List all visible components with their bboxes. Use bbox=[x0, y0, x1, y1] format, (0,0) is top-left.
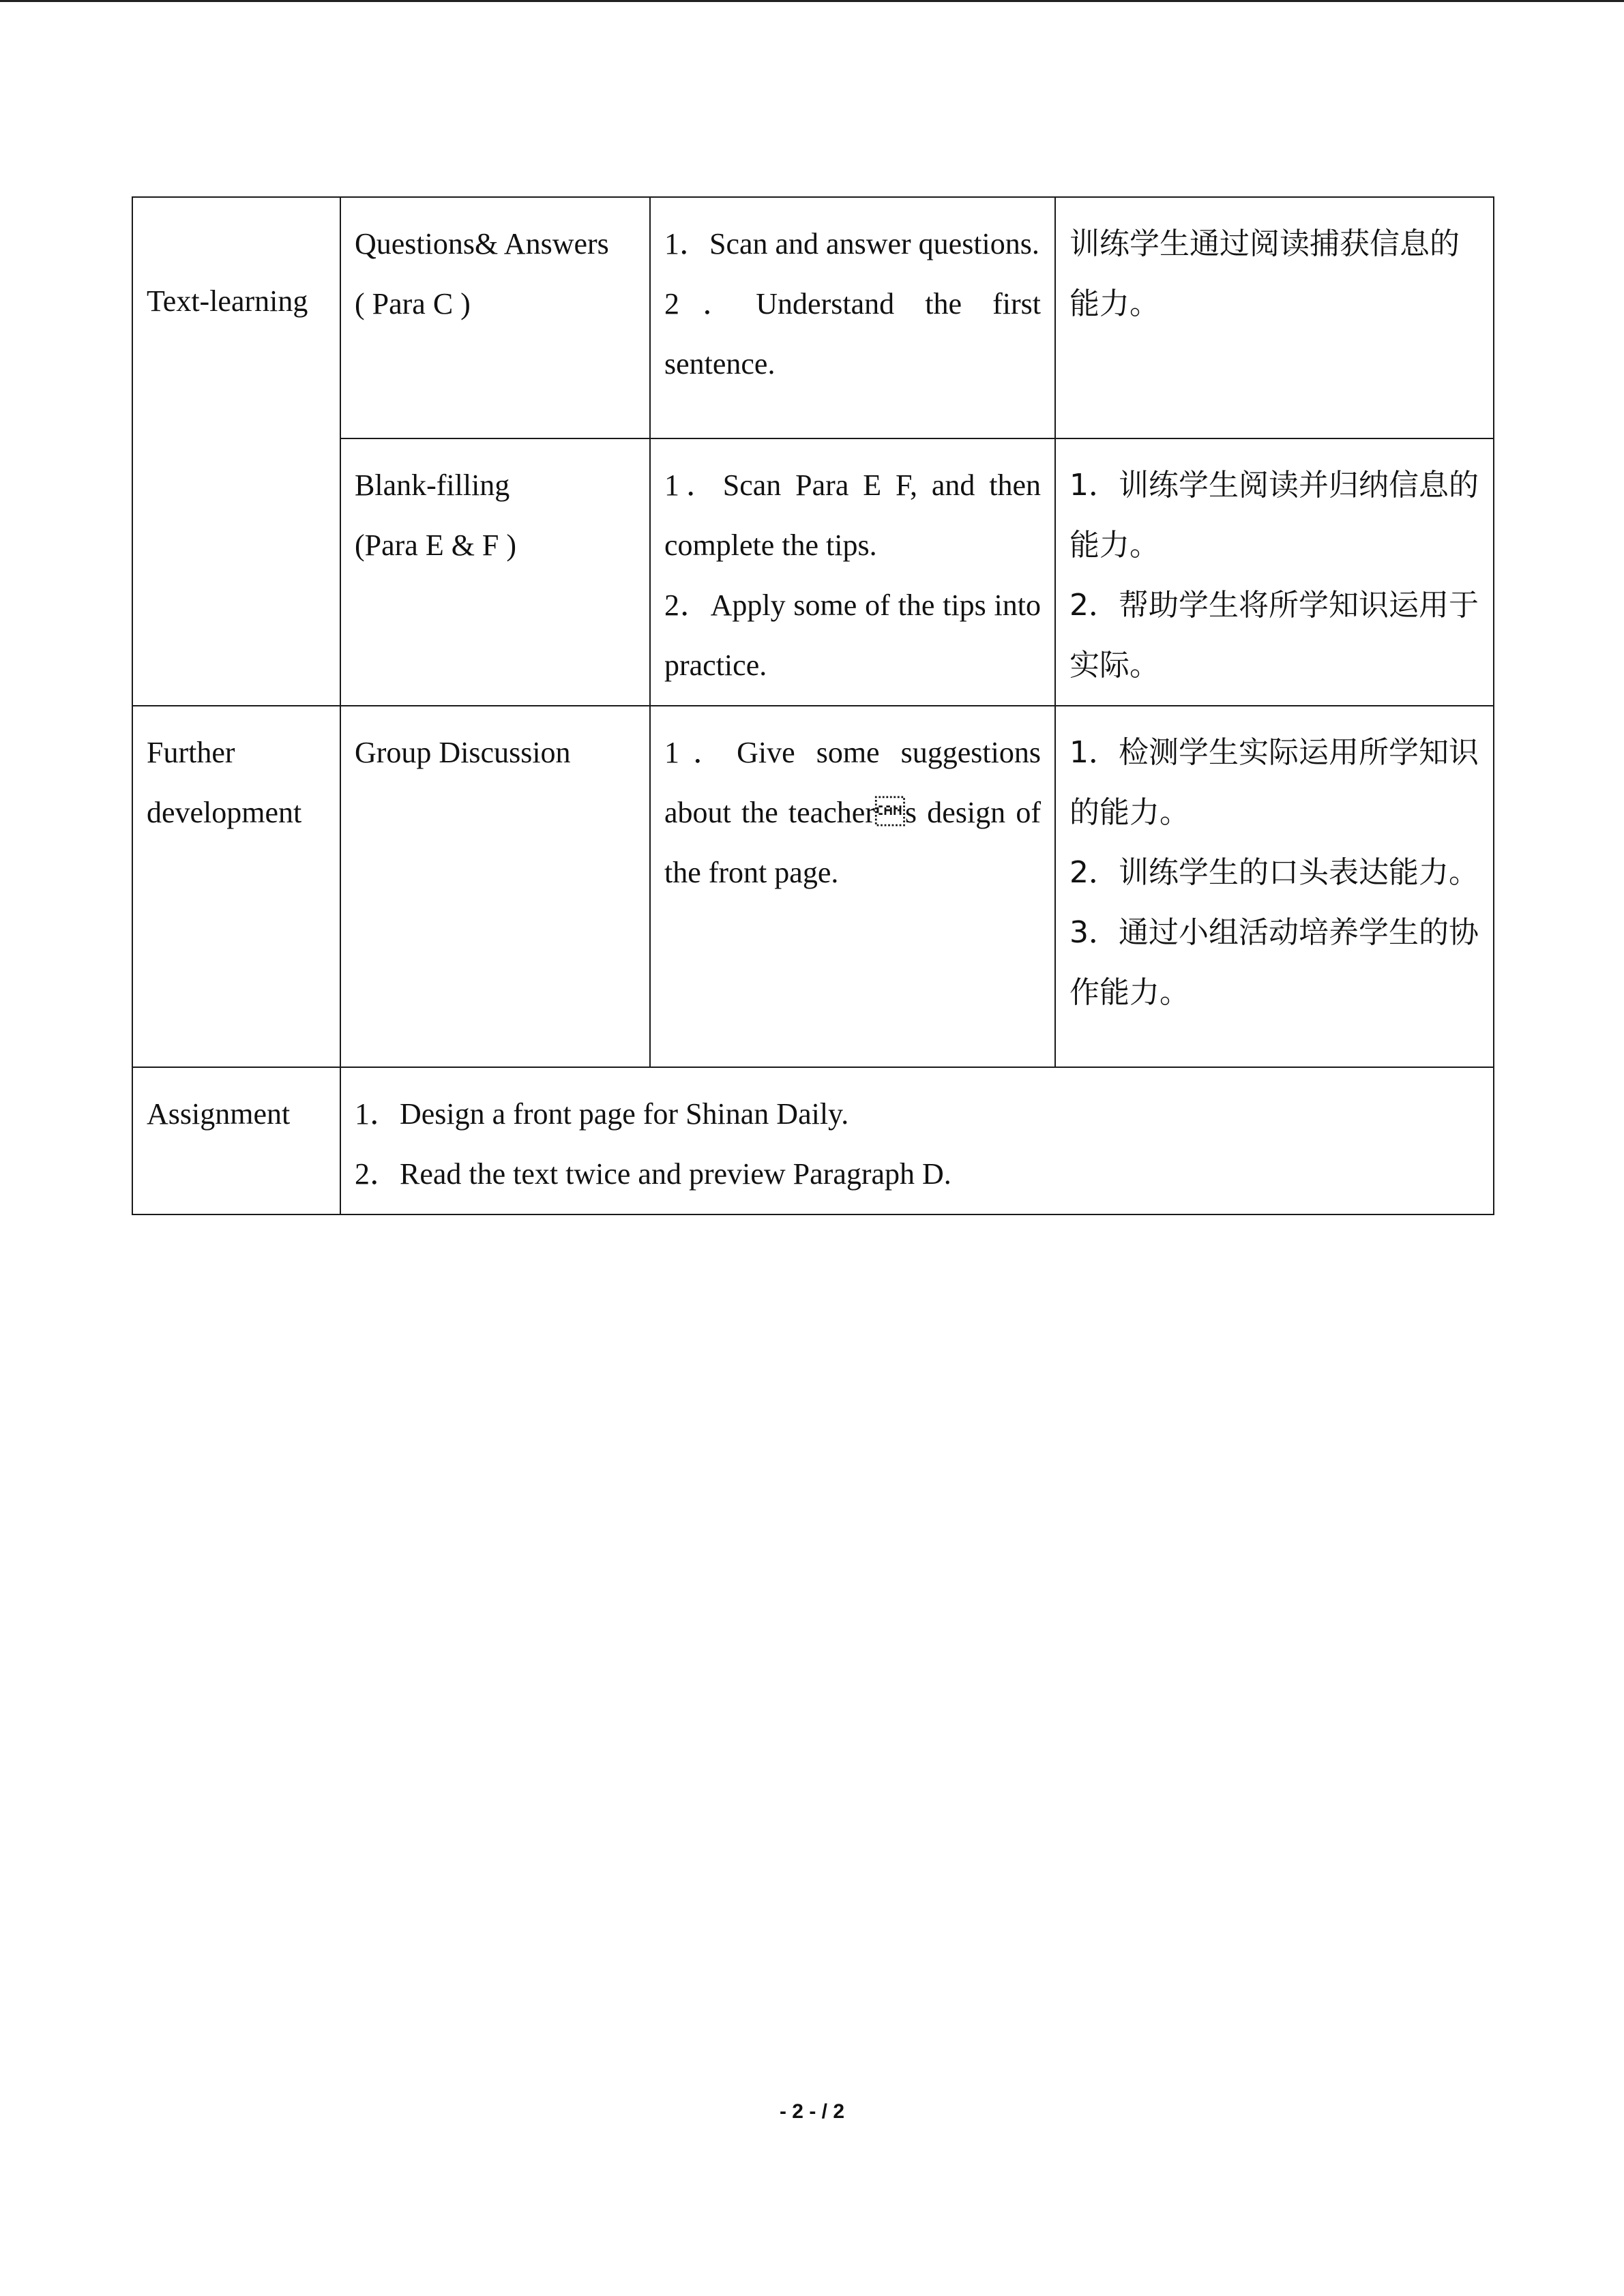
table-row bbox=[132, 197, 1494, 438]
stage-cell-further-development bbox=[132, 706, 340, 1067]
stage-label: Further development bbox=[147, 736, 302, 829]
step-text: 1．Scan and answer questions. bbox=[664, 227, 1039, 260]
purpose-cell bbox=[1055, 438, 1494, 706]
stage-cell-assignment bbox=[132, 1067, 340, 1214]
activity-label: Group Discussion bbox=[355, 736, 571, 769]
activity-cell bbox=[340, 197, 650, 438]
lesson-plan-table bbox=[132, 196, 1494, 1215]
step-text: 1．Give some suggestions about the teachers design of the front page. bbox=[664, 736, 1041, 889]
page-number: - 2 - / 2 bbox=[779, 2100, 845, 2123]
stage-label: Assignment bbox=[147, 1097, 291, 1131]
assignment-item: 2．Read the text twice and preview Paragraph D. bbox=[355, 1157, 951, 1191]
activity-label: Blank-filling bbox=[355, 468, 510, 502]
purpose-text: 2．帮助学生将所学知识运用于实际。 bbox=[1069, 588, 1479, 683]
purpose-cell bbox=[1055, 706, 1494, 1067]
table-row bbox=[132, 1067, 1494, 1214]
steps-cell bbox=[650, 706, 1055, 1067]
step-text: 1．Scan Para E F, and then complete the tips. bbox=[664, 468, 1041, 562]
purpose-text: 3．通过小组活动培养学生的协作能力。 bbox=[1069, 915, 1479, 1010]
purpose-cell bbox=[1055, 197, 1494, 438]
purpose-text: 1．训练学生阅读并归纳信息的能力。 bbox=[1069, 468, 1479, 563]
activity-cell bbox=[340, 438, 650, 706]
purpose-text: 训练学生通过阅读捕获信息的能力。 bbox=[1069, 226, 1460, 321]
purpose-text: 2．训练学生的口头表达能力。 bbox=[1069, 855, 1479, 890]
activity-label: ( Para C ) bbox=[355, 287, 471, 320]
step-text: 2．Understand the first sentence. bbox=[664, 287, 1041, 381]
steps-cell bbox=[650, 438, 1055, 706]
activity-label: (Para E & F ) bbox=[355, 528, 517, 562]
assignment-cell bbox=[340, 1067, 1494, 1214]
table-row bbox=[132, 706, 1494, 1067]
activity-label: Questions& Answers bbox=[355, 227, 609, 260]
step-text: 2．Apply some of the tips into practice. bbox=[664, 588, 1041, 682]
assignment-item: 1．Design a front page for Shinan Daily. bbox=[355, 1097, 849, 1131]
stage-label: Text-learning bbox=[147, 284, 308, 318]
purpose-text: 1．检测学生实际运用所学知识的能力。 bbox=[1069, 735, 1479, 830]
activity-cell bbox=[340, 706, 650, 1067]
steps-cell bbox=[650, 197, 1055, 438]
stage-cell-text-learning bbox=[132, 197, 340, 706]
page-top-rule bbox=[0, 0, 1624, 2]
